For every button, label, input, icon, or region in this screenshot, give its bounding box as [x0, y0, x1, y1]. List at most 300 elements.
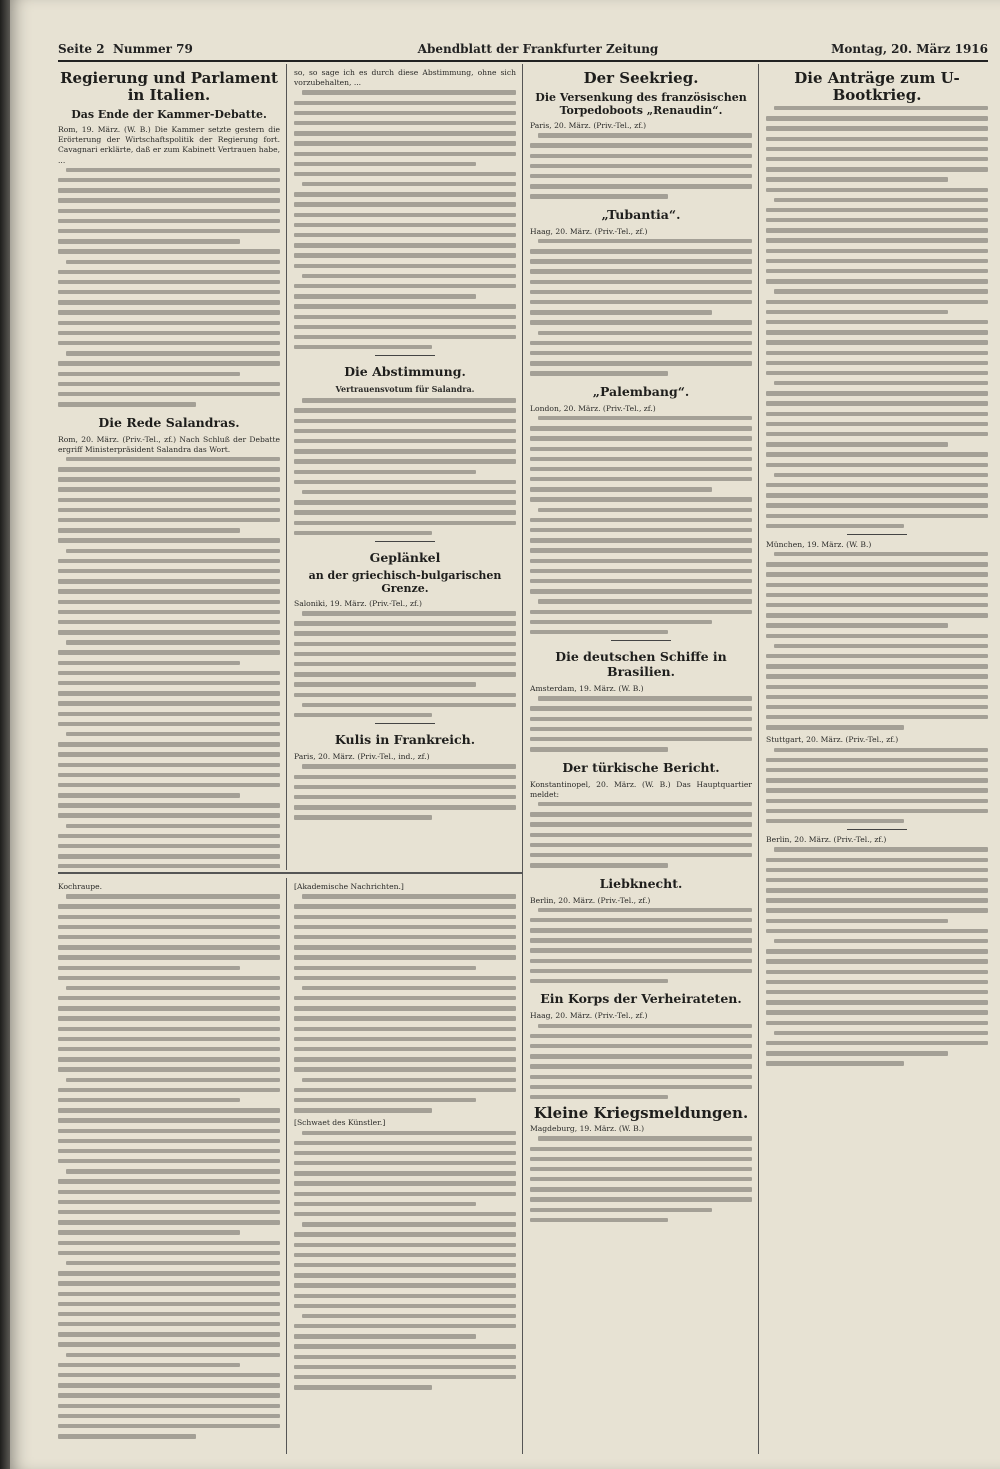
text-line: [766, 908, 988, 912]
section-subheading: Vertrauensvotum für Salandra.: [335, 384, 475, 395]
text-line: [58, 681, 280, 685]
text-line: [766, 361, 988, 365]
text-line: [530, 959, 752, 963]
text-line: [530, 706, 752, 710]
text-line: [530, 371, 668, 375]
text-line: [530, 269, 752, 273]
text-line: [294, 775, 516, 779]
text-line: [766, 868, 988, 872]
text-line: [530, 918, 752, 922]
text-line: [766, 137, 988, 141]
text-line: [294, 345, 432, 349]
text-line: [774, 552, 988, 556]
article-body: [766, 847, 988, 1065]
text-line: [766, 664, 988, 668]
text-line: [294, 1037, 516, 1041]
article-body: [530, 1024, 752, 1100]
divider: [375, 355, 435, 356]
text-line: [294, 429, 516, 433]
text-line: [766, 310, 948, 314]
text-line: [302, 611, 516, 615]
divider: [847, 829, 907, 830]
text-line: [294, 631, 516, 635]
text-line: [766, 858, 988, 862]
text-line: [294, 284, 516, 288]
text-line: [538, 1136, 752, 1140]
section-heading: Liebknecht.: [599, 875, 683, 891]
text-line: [294, 233, 516, 237]
article-body: [294, 1131, 516, 1390]
text-line: [294, 904, 516, 908]
text-line: [766, 990, 988, 994]
text-line: [58, 1027, 280, 1031]
text-line: [530, 249, 752, 253]
text-line: [766, 422, 988, 426]
text-line: [530, 497, 752, 501]
text-line: [766, 228, 988, 232]
text-line: [530, 164, 752, 168]
text-line: [294, 1212, 516, 1216]
text-line: [530, 487, 712, 491]
text-line: [294, 966, 476, 970]
text-line: [530, 863, 668, 867]
text-line: [58, 864, 280, 868]
text-line: [294, 1098, 476, 1102]
header-date: Montag, 20. März 1916: [831, 42, 988, 56]
text-line: [302, 490, 516, 494]
text-line: [530, 979, 668, 983]
text-line: [766, 340, 988, 344]
text-line: [58, 300, 280, 304]
column-3: [530, 66, 752, 1454]
text-line: [58, 844, 280, 848]
text-line: [294, 713, 432, 717]
section-heading: [Schwaet des Künstler.]: [294, 1118, 386, 1128]
text-line: [58, 945, 280, 949]
text-line: [58, 803, 280, 807]
text-line: [302, 274, 516, 278]
text-line: [294, 1232, 516, 1236]
text-line: [530, 528, 752, 532]
text-line: [530, 1167, 752, 1171]
text-line: [538, 802, 752, 806]
text-line: [294, 1202, 476, 1206]
text-line: [66, 1078, 280, 1082]
text-line: [766, 572, 988, 576]
text-line: [58, 1179, 280, 1183]
text-line: [66, 1169, 280, 1173]
text-line: [766, 116, 988, 120]
text-line: [530, 928, 752, 932]
text-line: [58, 1220, 280, 1224]
text-line: [58, 392, 280, 396]
text-line: [530, 559, 752, 563]
text-line: [530, 1064, 752, 1068]
section-heading: „Palembang“.: [592, 383, 690, 399]
text-line: [530, 1044, 752, 1048]
text-line: [58, 1251, 280, 1255]
text-line: [294, 172, 516, 176]
text-line: [58, 188, 280, 192]
text-line: [294, 1027, 516, 1031]
text-line: [294, 1161, 516, 1165]
text-line: [66, 260, 280, 264]
text-line: [58, 793, 240, 797]
text-line: [294, 408, 516, 412]
text-line: [530, 300, 752, 304]
article-continuation: so, so sage ich es durch diese Abstimmung, ohne sich vorzubehalten, ...: [294, 68, 516, 88]
text-line: [58, 966, 240, 970]
text-line: [294, 1151, 516, 1155]
text-line: [766, 1051, 948, 1055]
article-body: [766, 552, 988, 730]
text-line: [538, 416, 752, 420]
text-line: [58, 239, 240, 243]
text-line: [530, 1034, 752, 1038]
text-line: [766, 432, 988, 436]
article-body: [294, 764, 516, 819]
text-line: [66, 732, 280, 736]
column-1: [58, 66, 280, 868]
divider: [847, 534, 907, 535]
text-line: [766, 1041, 988, 1045]
text-line: [766, 685, 988, 689]
text-line: [766, 898, 988, 902]
text-line: [294, 1253, 516, 1257]
text-line: [294, 976, 516, 980]
text-line: [294, 152, 516, 156]
text-line: [58, 1098, 240, 1102]
text-line: [58, 1292, 280, 1296]
text-line: [766, 929, 988, 933]
article-body: [530, 802, 752, 868]
text-line: [58, 1414, 280, 1418]
article-body: [530, 133, 752, 199]
text-line: [294, 459, 516, 463]
article-body: [294, 894, 516, 1112]
text-line: [66, 168, 280, 172]
text-line: [58, 1129, 280, 1133]
text-line: [530, 969, 752, 973]
text-line: [294, 805, 516, 809]
text-line: [766, 799, 988, 803]
text-line: [58, 477, 280, 481]
text-line: [58, 1118, 280, 1122]
text-line: [766, 279, 988, 283]
page-header: [58, 40, 988, 62]
text-line: [530, 717, 752, 721]
text-line: [58, 1281, 280, 1285]
text-line: [530, 747, 668, 751]
text-line: [530, 812, 752, 816]
text-line: [58, 559, 280, 563]
text-line: [58, 508, 280, 512]
text-line: [58, 742, 280, 746]
text-line: [58, 1404, 280, 1408]
text-line: [538, 599, 752, 603]
text-line: [294, 955, 516, 959]
text-line: [294, 510, 516, 514]
text-line: [58, 518, 280, 522]
text-line: [766, 514, 988, 518]
text-line: [774, 644, 988, 648]
text-line: [774, 473, 988, 477]
text-line: [538, 696, 752, 700]
text-line: [530, 833, 752, 837]
text-line: [58, 1424, 280, 1428]
text-line: [294, 131, 516, 135]
text-line: [58, 498, 280, 502]
text-line: [58, 752, 280, 756]
text-line: [766, 177, 948, 181]
text-line: [294, 1181, 516, 1185]
text-line: [766, 980, 988, 984]
text-line: [766, 695, 988, 699]
text-line: [58, 661, 240, 665]
text-line: [774, 106, 988, 110]
article-body: [530, 908, 752, 984]
dateline: Rom, 19. März. (W. B.) Die Kammer setzte gestern die Erörterung der Wirtschaftspolitik der Regierung fort. Cavagnari erklärte, daß er zum Kabinett Vertrauen habe, ...: [58, 125, 280, 165]
text-line: [58, 976, 280, 980]
text-line: [302, 90, 516, 94]
text-line: [302, 1078, 516, 1082]
text-line: [58, 1271, 280, 1275]
text-line: [774, 289, 988, 293]
text-line: [766, 391, 988, 395]
text-line: [58, 600, 280, 604]
dateline: München, 19. März. (W. B.): [766, 539, 872, 549]
text-line: [294, 652, 516, 656]
text-line: [530, 259, 752, 263]
dateline: Paris, 20. März. (Priv.-Tel., ind., zf.): [294, 752, 430, 762]
text-line: [766, 809, 988, 813]
text-line: [294, 1047, 516, 1051]
text-line: [530, 1054, 752, 1058]
text-line: [530, 938, 752, 942]
text-line: [294, 521, 516, 525]
article-body: [294, 611, 516, 717]
text-line: [58, 935, 280, 939]
text-line: [766, 442, 948, 446]
text-line: [766, 371, 988, 375]
text-line: [58, 579, 280, 583]
text-line: [766, 1061, 904, 1065]
dateline: Magdeburg, 19. März. (W. B.): [530, 1124, 645, 1134]
text-line: [294, 325, 516, 329]
text-line: [58, 1067, 280, 1071]
text-line: [294, 642, 516, 646]
text-line: [766, 126, 988, 130]
text-line: [294, 945, 516, 949]
text-line: [538, 331, 752, 335]
text-line: [294, 192, 516, 196]
text-line: [294, 335, 516, 339]
text-line: [58, 1241, 280, 1245]
text-line: [302, 894, 516, 898]
text-line: [766, 412, 988, 416]
text-line: [766, 167, 988, 171]
text-line: [58, 341, 280, 345]
text-line: [294, 213, 516, 217]
text-line: [58, 650, 280, 654]
text-line: [530, 310, 712, 314]
text-line: [774, 939, 988, 943]
text-line: [766, 238, 988, 242]
text-line: [530, 548, 752, 552]
text-line: [294, 1171, 516, 1175]
text-line: [294, 1273, 516, 1277]
text-line: [530, 1208, 712, 1212]
header-paper-title: Abendblatt der Frankfurter Zeitung: [417, 42, 659, 56]
text-line: [774, 198, 988, 202]
text-line: [294, 915, 516, 919]
text-line: [530, 143, 752, 147]
text-line: [58, 722, 280, 726]
column-rule: [522, 64, 523, 1454]
text-line: [58, 1434, 196, 1438]
text-line: [530, 290, 752, 294]
text-line: [530, 1147, 752, 1151]
text-line: [58, 1302, 280, 1306]
text-line: [66, 1353, 280, 1357]
text-line: [58, 1342, 280, 1346]
text-line: [58, 1312, 280, 1316]
text-line: [294, 1243, 516, 1247]
column-4: [766, 66, 988, 1454]
text-line: [294, 531, 432, 535]
text-line: [294, 264, 516, 268]
article-body: [294, 90, 516, 349]
feuilleton-rule: [58, 872, 522, 874]
text-line: [530, 538, 752, 542]
text-line: [294, 111, 516, 115]
text-line: [530, 737, 752, 741]
article-body: [294, 398, 516, 535]
text-line: [294, 1334, 476, 1338]
section-heading: Ein Korps der Verheirateten.: [540, 991, 742, 1007]
article-body: [530, 416, 752, 634]
text-line: [58, 528, 240, 532]
feuilleton-column-1: [58, 880, 280, 1454]
text-line: [302, 1222, 516, 1226]
text-line: [530, 477, 752, 481]
newspaper-page: [10, 0, 1000, 1469]
article-body: [530, 1136, 752, 1222]
text-line: [294, 682, 476, 686]
text-line: [66, 1261, 280, 1265]
section-heading: Kleine Kriegsmeldungen.: [533, 1104, 749, 1123]
text-line: [66, 824, 280, 828]
divider: [375, 723, 435, 724]
section-heading: Die Rede Salandras.: [98, 414, 240, 430]
text-line: [294, 480, 516, 484]
article-body: [58, 894, 280, 1438]
text-line: [766, 654, 988, 658]
section-heading: Der türkische Bericht.: [562, 759, 720, 775]
text-line: [538, 508, 752, 512]
text-line: [58, 1210, 280, 1214]
text-line: [530, 727, 752, 731]
text-line: [766, 949, 988, 953]
text-line: [766, 705, 988, 709]
text-line: [294, 785, 516, 789]
text-line: [766, 147, 988, 151]
section-heading: „Tubantia“.: [601, 206, 681, 222]
text-line: [766, 959, 988, 963]
section-subheading: Die Versenkung des französischen Torpedoboots „Renaudin“.: [535, 91, 747, 117]
article-body: [766, 748, 988, 824]
text-line: [58, 1006, 280, 1010]
text-line: [530, 447, 752, 451]
dateline: Berlin, 20. März. (Priv.-Tel., zf.): [530, 895, 651, 905]
text-line: [58, 1149, 280, 1153]
text-line: [294, 1192, 516, 1196]
section-heading: Geplänkel: [369, 549, 441, 565]
text-line: [530, 620, 712, 624]
text-line: [766, 758, 988, 762]
text-line: [294, 500, 516, 504]
text-line: [766, 778, 988, 782]
text-line: [530, 1157, 752, 1161]
text-line: [58, 198, 280, 202]
text-line: [294, 294, 476, 298]
text-line: [294, 419, 516, 423]
text-line: [538, 908, 752, 912]
text-line: [294, 243, 516, 247]
text-line: [58, 589, 280, 593]
text-line: [538, 133, 752, 137]
text-line: [294, 1006, 516, 1010]
text-line: [58, 1373, 280, 1377]
column-rule: [286, 64, 287, 870]
text-line: [294, 795, 516, 799]
text-line: [766, 1021, 988, 1025]
text-line: [58, 1057, 280, 1061]
text-line: [302, 1314, 516, 1318]
article-subheadline: Das Ende der Kammer-Debatte.: [71, 108, 267, 121]
text-line: [530, 1085, 752, 1089]
article-continuation: Kochraupe.: [58, 882, 103, 891]
text-line: [302, 182, 516, 186]
text-line: [58, 1037, 280, 1041]
text-line: [530, 630, 668, 634]
text-line: [294, 1108, 432, 1112]
text-line: [58, 773, 280, 777]
text-line: [530, 1197, 752, 1201]
article-body: [58, 457, 280, 868]
text-line: [58, 1383, 280, 1387]
text-line: [294, 1283, 516, 1287]
text-line: [294, 449, 516, 453]
text-line: [58, 813, 280, 817]
text-line: [58, 1159, 280, 1163]
text-line: [294, 253, 516, 257]
text-line: [294, 304, 516, 308]
text-line: [766, 493, 988, 497]
text-line: [294, 621, 516, 625]
text-line: [766, 593, 988, 597]
text-line: [766, 725, 904, 729]
text-line: [294, 1141, 516, 1145]
text-line: [766, 503, 988, 507]
text-line: [58, 1363, 240, 1367]
dateline: Berlin, 20. März. (Priv.-Tel., zf.): [766, 835, 887, 845]
text-line: [58, 321, 280, 325]
text-line: [302, 1131, 516, 1135]
text-line: [58, 955, 280, 959]
text-line: [766, 888, 988, 892]
dateline: Amsterdam, 19. März. (W. B.): [530, 684, 644, 694]
